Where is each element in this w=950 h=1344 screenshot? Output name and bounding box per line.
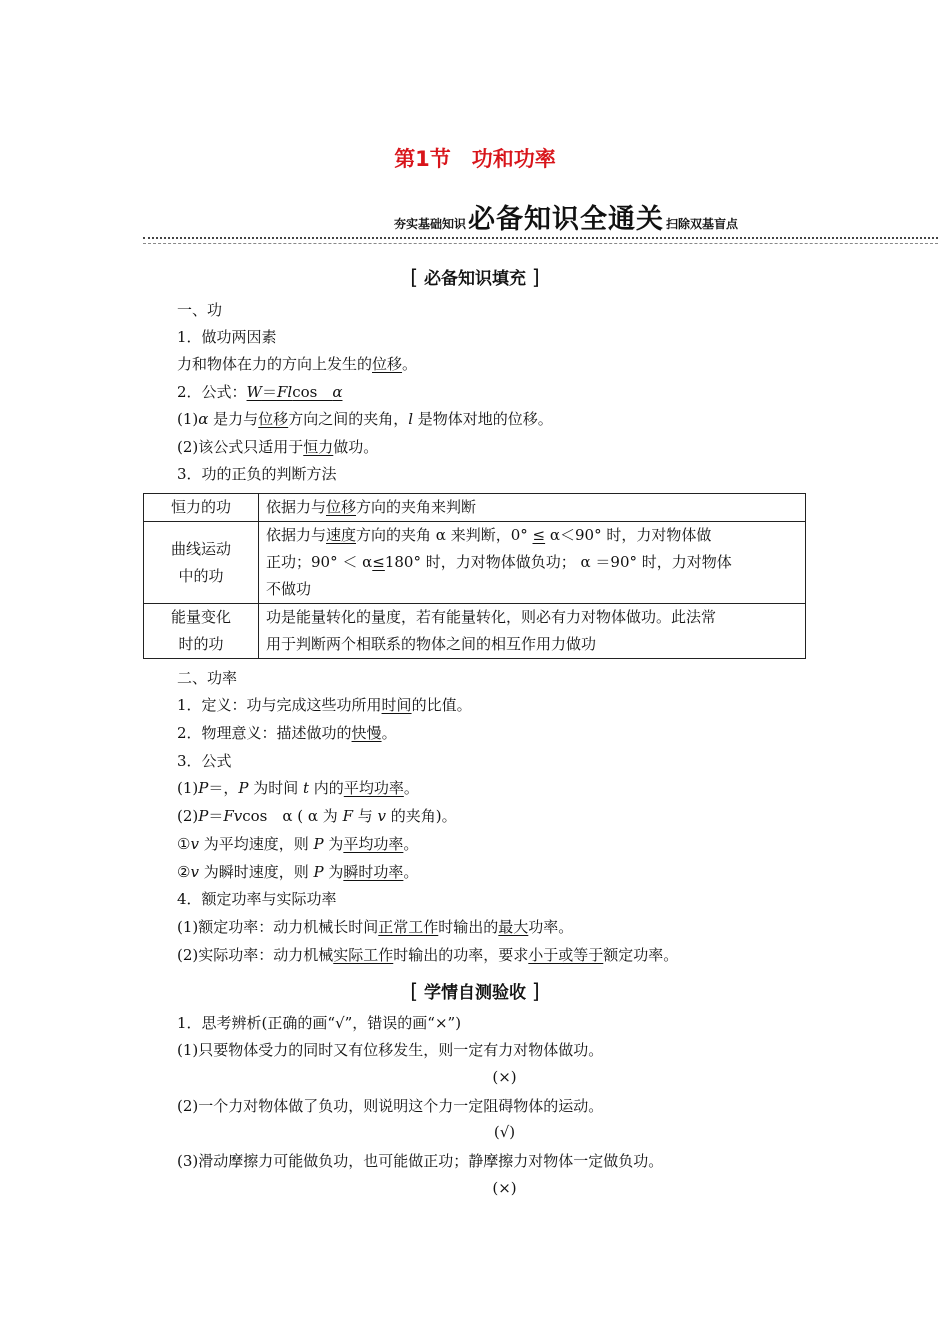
table-row [144, 604, 806, 659]
fill-blank: W＝Flcos α [246, 383, 343, 401]
question-text: (3)滑动摩擦力可能做负功，也可能做正功；静摩擦力对物体一定做负功。 [177, 1152, 664, 1170]
text-line: 2．物理意义：描述做功的快慢。 [177, 724, 397, 742]
text-line: ①v 为平均速度，则 P 为平均功率。 [177, 835, 419, 853]
text-line: 一、功 [177, 301, 223, 319]
question-intro: 1．思考辨析(正确的画“√”，错误的画“×”) [177, 1014, 462, 1032]
section-heading-text: 学情自测验收 [424, 983, 526, 1003]
work-sign-table [143, 493, 806, 659]
banner-right-text: 扫除双基盲点 [665, 217, 738, 231]
section-heading-selftest [0, 978, 950, 1003]
table-cell-label: 恒力的功 [144, 494, 259, 522]
answer-mark: (×) [492, 1179, 517, 1197]
fill-blank: 时间 [381, 696, 412, 714]
table-cell-label: 曲线运动 中的功 [144, 522, 259, 604]
table-cell-content: 功是能量转化的量度，若有能量转化，则必有力对物体做功。此法常 用于判断两个相联系的物体之间的相互作用力做功 [259, 604, 806, 659]
formula-line: (2)P＝Fvcos α ( α 为 F 与 v 的夹角)。 [177, 807, 457, 825]
text-line: 3．公式 [177, 752, 232, 770]
question-text: (2)一个力对物体做了负功，则说明这个力一定阻碍物体的运动。 [177, 1097, 604, 1115]
fill-blank: 小于或等于 [528, 946, 604, 964]
section-heading-knowledge [0, 264, 950, 289]
fill-blank: 最大 [498, 918, 529, 936]
text-line: 3．功的正负的判断方法 [177, 465, 337, 483]
text-line: 1．做功两因素 [177, 328, 277, 346]
table-cell-content: 依据力与速度方向的夹角 α 来判断，0° ≤ α＜90° 时，力对物体做 正功；90° ＜ α≤180° 时，力对物体做负功； α ＝90° 时，力对物体 不做功 [259, 522, 806, 604]
formula-line: (1)P＝，P 为时间 t 内的平均功率。 [177, 779, 419, 797]
fill-blank: 快慢 [351, 724, 382, 742]
text-line: ②v 为瞬时速度，则 P 为瞬时功率。 [177, 863, 419, 881]
fill-blank: 位移 [258, 410, 289, 428]
text-line: 4．额定功率与实际功率 [177, 890, 337, 908]
text-line: 二、功率 [177, 669, 238, 687]
banner-main-text: 必备知识全通关 [467, 204, 664, 235]
bracket-close: ] [531, 979, 540, 1003]
page-title: 第1节 功和功率 [394, 147, 556, 171]
text-line: 力和物体在力的方向上发生的位移。 [177, 355, 418, 373]
banner-left-text: 夯实基础知识 [393, 217, 466, 231]
fill-blank: 恒力 [303, 438, 334, 456]
banner-divider [143, 237, 938, 239]
question-text: (1)只要物体受力的同时又有位移发生，则一定有力对物体做功。 [177, 1041, 604, 1059]
fill-blank: 平均功率 [343, 779, 404, 797]
bracket-open: [ [410, 979, 419, 1003]
table-row [144, 494, 806, 522]
fill-blank: 实际工作 [333, 946, 394, 964]
fill-blank: 瞬时功率 [343, 863, 404, 881]
table-cell-label: 能量变化 时的功 [144, 604, 259, 659]
bracket-close: ] [531, 265, 540, 289]
table-row [144, 522, 806, 604]
text-line: (2)该公式只适用于恒力做功。 [177, 438, 379, 456]
text-line: (1)额定功率：动力机械长时间正常工作时输出的最大功率。 [177, 918, 574, 936]
text-line: (1)α 是力与位移方向之间的夹角，l 是物体对地的位移。 [177, 410, 553, 428]
table-cell-content: 依据力与位移方向的夹角来判断 [259, 494, 806, 522]
section-heading-text: 必备知识填充 [424, 269, 526, 289]
answer-mark: (√) [493, 1123, 516, 1141]
text-line: 1．定义：功与完成这些功所用时间的比值。 [177, 696, 472, 714]
answer-mark: (×) [492, 1068, 517, 1086]
fill-blank: 位移 [372, 355, 403, 373]
bracket-open: [ [410, 265, 419, 289]
text-line: (2)实际功率：动力机械实际工作时输出的功率，要求小于或等于额定功率。 [177, 946, 679, 964]
banner-divider-secondary [143, 243, 938, 244]
fill-blank: 正常工作 [378, 918, 439, 936]
formula-line: 2．公式：W＝Flcos α [177, 383, 343, 401]
section-banner [143, 204, 938, 248]
fill-blank: 平均功率 [343, 835, 404, 853]
